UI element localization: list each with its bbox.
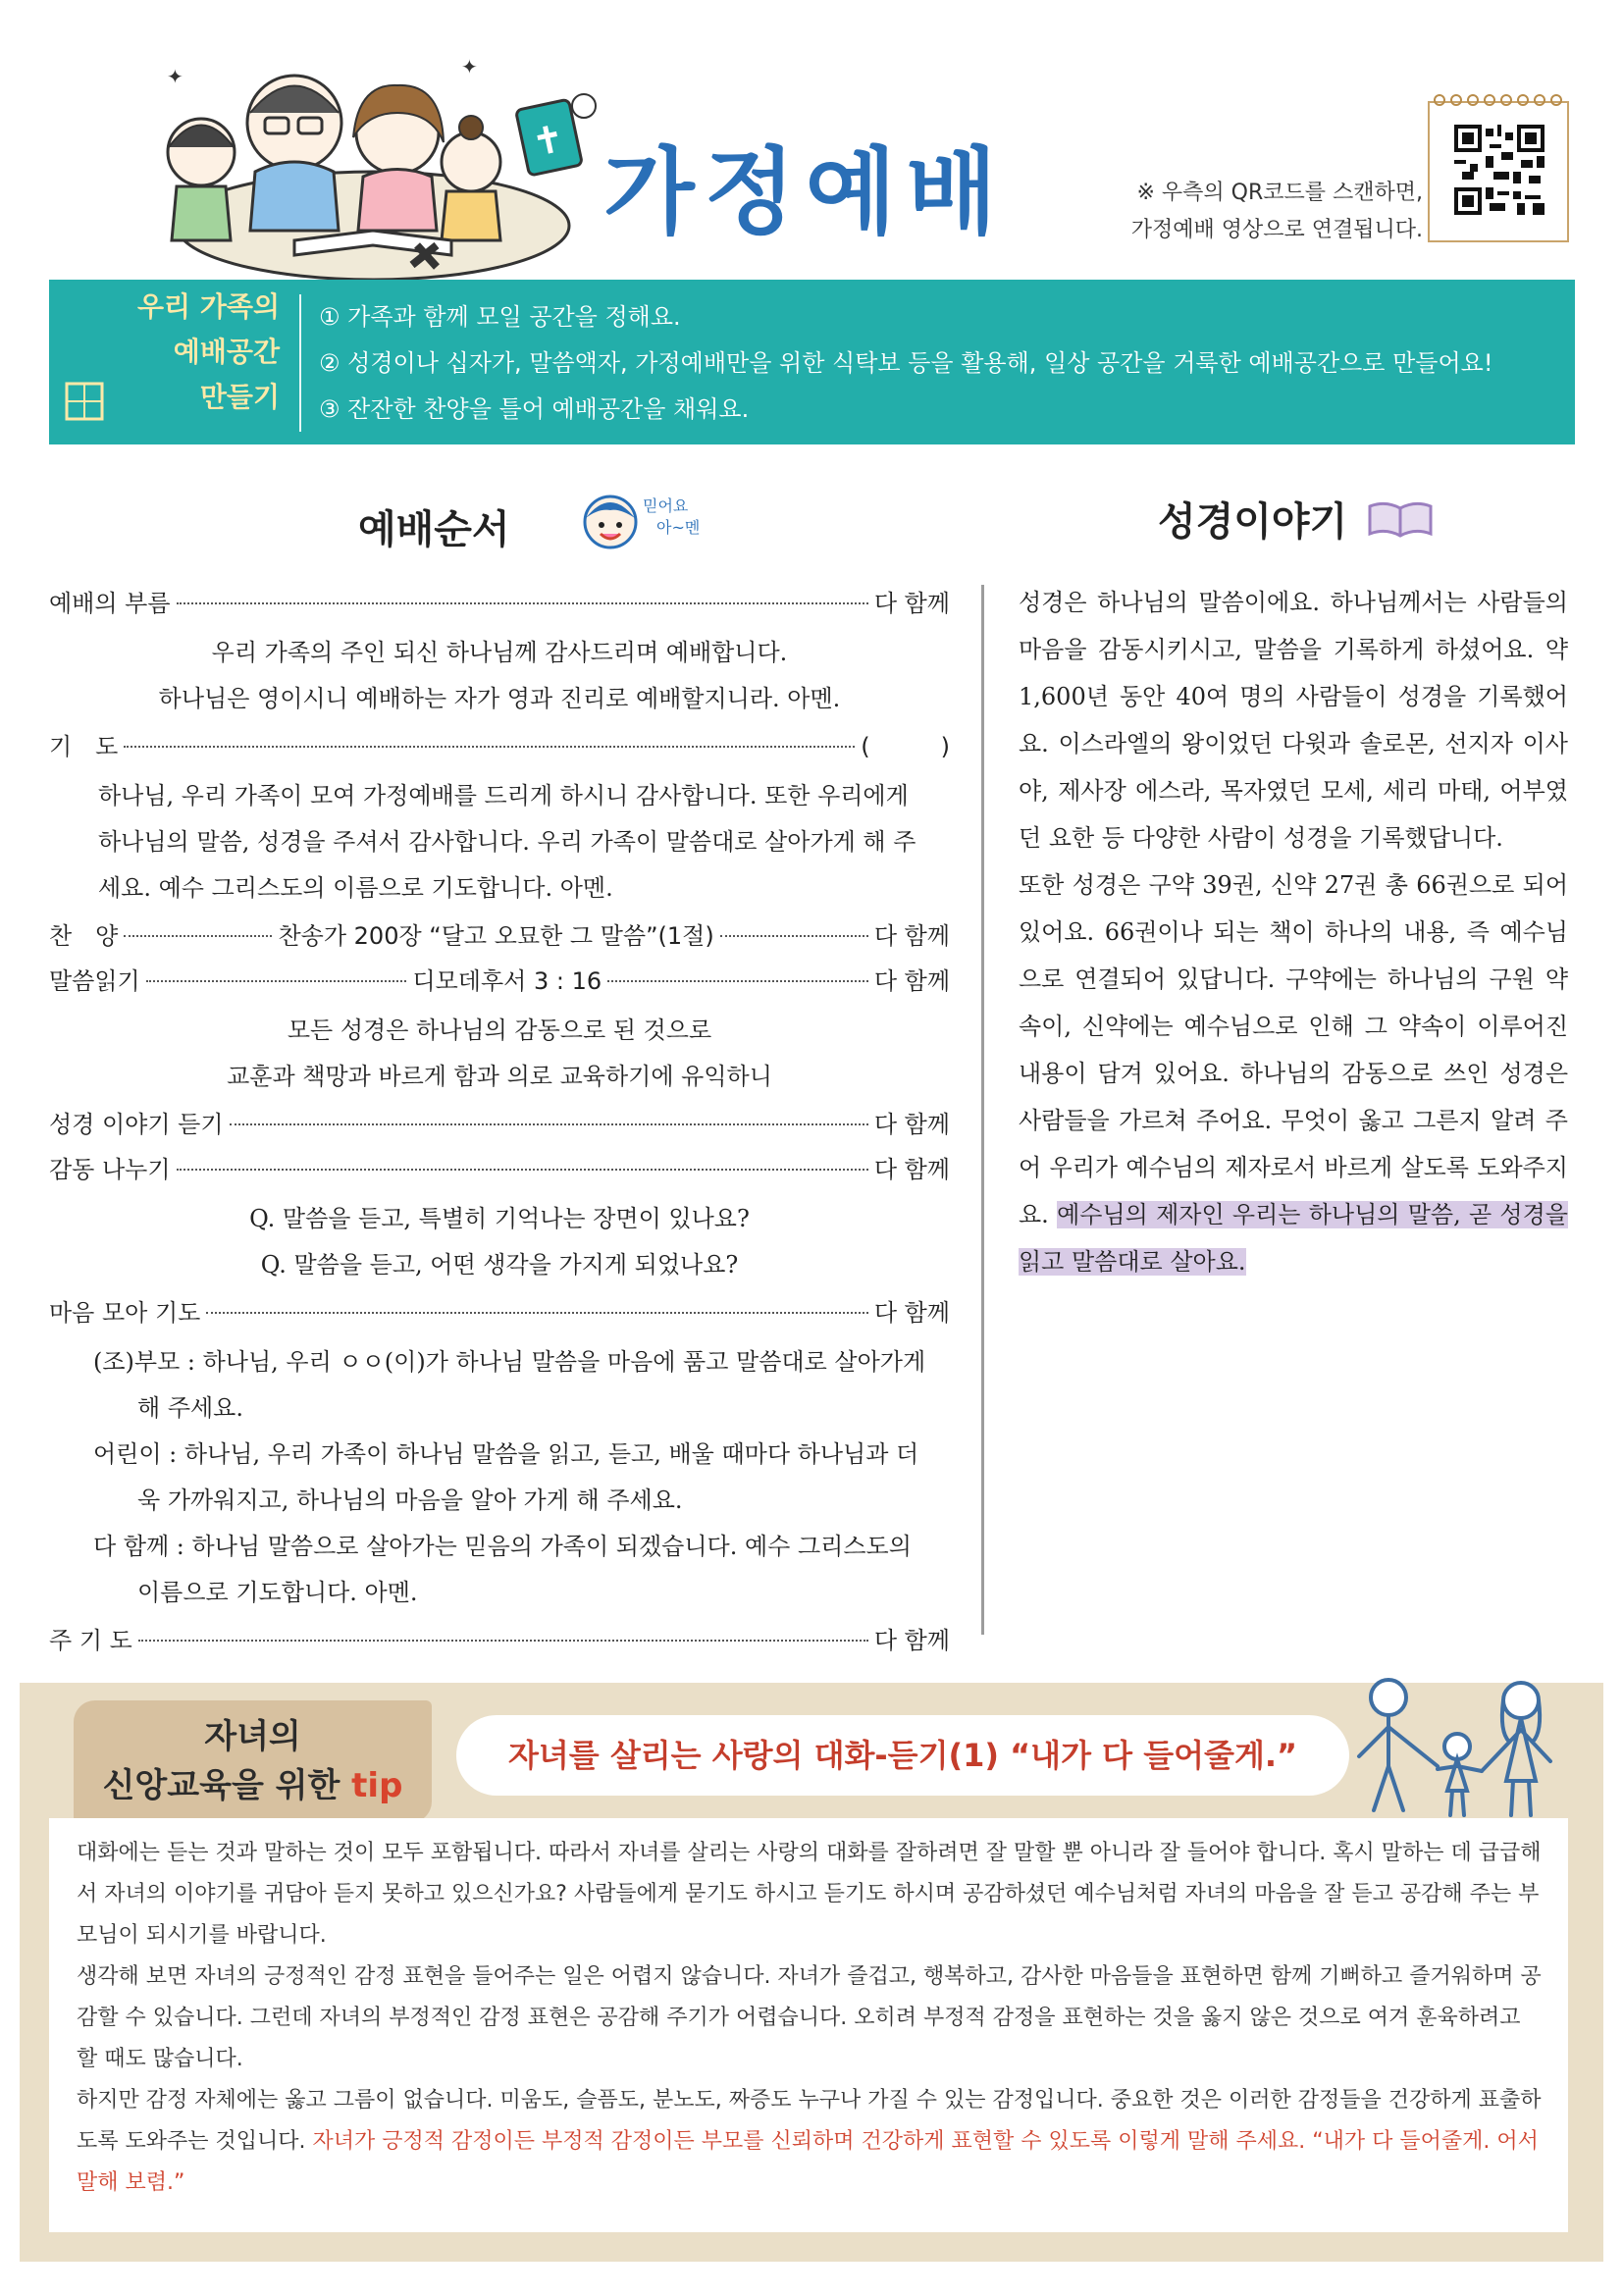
order-story-label: 성경 이야기 듣기: [49, 1111, 224, 1138]
story-paragraph-text: 또한 성경은 구약 39권, 신약 27권 총 66권으로 되어 있어요. 66권이나 되는 책이 하나의 내용, 즉 예수님으로 연결되어 있답니다. 구약에는 하나님의 구원 약속이, 신약에는 예수님으로 인해 그 약속이 이루어진 내용이 담겨 있어요. 하나님의 감동으로 쓰인 성경은 사람들을 가르쳐 주어요. 무엇이 옳고 그른지 알려 주어 우리가 예수님의 제자로서 바르게 살도록 도와주지요.: [1019, 871, 1568, 1228]
story-highlight: 예수님의 제자인 우리는 하나님의 말씀, 곧 성경을 읽고 말씀대로 살아요.: [1019, 1201, 1568, 1276]
dot-leader: [124, 746, 855, 748]
page-title: 가정예배: [603, 137, 1007, 247]
order-call-label: 예배의 부름: [49, 590, 171, 617]
banner-label-line2: 예배공간: [173, 336, 280, 368]
order-row-share: [49, 1151, 950, 1188]
open-book-icon: [1366, 498, 1435, 540]
qr-note-line1: ※ 우측의 QR코드를 스캔하면,: [1136, 181, 1423, 205]
tip-highlight: 자녀가 긍정적 감정이든 부정적 감정이든 부모를 신뢰하며 건강하게 표현할 수 있도록 이렇게 말해 주세요. “내가 다 들어줄게. 어서 말해 보렴.”: [77, 2129, 1539, 2195]
amen-bubble-line2: 아~멘: [656, 518, 701, 537]
order-prayer-who: ( ): [861, 733, 950, 760]
story-paragraph: 성경은 하나님의 말씀이에요. 하나님께서는 사람들의 마음을 감동시키시고, 말씀을 기록하게 하셨어요. 약 1,600년 동안 40여 명의 사람들이 성경을 기록했어요. 이스라엘의 왕이었던 다윗과 솔로몬, 선지자 이사야, 제사장 에스라, 목자였던 모세, 세리 마태, 어부였던 요한 등 다양한 사람이 성경을 기록했답니다.: [1019, 589, 1568, 852]
order-lords-label: 주 기 도: [49, 1627, 132, 1654]
tip-tag-line2: 신앙교육을 위한: [102, 1766, 340, 1805]
order-reading-line1: 모든 성경은 하나님의 감동으로 된 것으로: [287, 1017, 712, 1044]
order-reading-label: 말씀읽기: [49, 967, 140, 995]
tip-headline: 자녀를 살리는 사랑의 대화-듣기(1) “내가 다 들어줄게.”: [456, 1715, 1349, 1796]
dot-leader: [177, 1169, 868, 1171]
tip-tag-line1: 자녀의: [204, 1717, 301, 1756]
spiral-binding-icon: [1430, 93, 1567, 107]
order-call-who: 다 함께: [873, 590, 950, 617]
order-call-line2: 하나님은 영이시니 예배하는 자가 영과 진리로 예배할지니라. 아멘.: [158, 685, 841, 712]
banner-step: ② 성경이나 십자가, 말씀액자, 가정예배만을 위한 식탁보 등을 활용해, 일상 공간을 거룩한 예배공간으로 만들어요!: [319, 349, 1493, 377]
order-row-hymn: [49, 917, 950, 955]
smiling-child-icon: [581, 491, 640, 551]
column-divider: [981, 585, 984, 1635]
bible-icon: [510, 86, 603, 180]
order-row-call: [49, 585, 950, 622]
order-story-who: 다 함께: [873, 1111, 950, 1138]
order-group-child: 어린이 : 하나님, 우리 가족이 하나님 말씀을 읽고, 듣고, 배울 때마다 하나님과 더욱 가까워지고, 하나님의 마음을 알아 가게 해 주세요.: [93, 1440, 919, 1514]
amen-bubble-line1: 믿어요: [643, 496, 689, 515]
dot-leader: [206, 1312, 867, 1314]
story-title: 성경이야기: [1158, 499, 1348, 545]
banner-step: ③ 잔잔한 찬양을 틀어 예배공간을 채워요.: [319, 395, 750, 423]
window-icon: [61, 378, 108, 425]
bible-story: [1019, 579, 1568, 1285]
order-row-story: [49, 1106, 950, 1143]
dot-leader: [607, 980, 868, 982]
order-row-lords: [49, 1622, 950, 1659]
order-reading-line2: 교훈과 책망과 바르게 함과 의로 교육하기에 유익하니: [227, 1063, 772, 1090]
order-group-all: 다 함께 : 하나님 말씀으로 살아가는 믿음의 가족이 되겠습니다. 예수 그리스도의 이름으로 기도합니다. 아멘.: [93, 1533, 912, 1606]
order-group-parent: (조)부모 : 하나님, 우리 ㅇㅇ(이)가 하나님 말씀을 마음에 품고 말씀대로 살아가게 해 주세요.: [93, 1348, 926, 1422]
dot-leader: [720, 935, 868, 937]
order-title: 예배순서: [358, 507, 510, 552]
tip-paragraph: [77, 2080, 1544, 2204]
dot-leader: [124, 935, 272, 937]
tip-text: [77, 1833, 1544, 2204]
order-hymn-title: 찬송가 200장 “달고 오묘한 그 말씀”(1절): [278, 922, 714, 950]
order-hymn-who: 다 함께: [873, 922, 950, 950]
banner-label-line3: 만들기: [199, 381, 280, 413]
order-share-q2: Q. 말씀을 듣고, 어떤 생각을 가지게 되었나요?: [260, 1251, 739, 1278]
banner-steps: [319, 294, 1492, 433]
order-hymn-label: 찬 양: [49, 922, 119, 950]
qr-note-line2: 가정예배 영상으로 연결됩니다.: [1130, 218, 1423, 242]
order-call-line1: 우리 가족의 주인 되신 하나님께 감사드리며 예배합니다.: [211, 639, 788, 666]
order-share-q1: Q. 말씀을 듣고, 특별히 기억나는 장면이 있나요?: [249, 1205, 750, 1232]
tip-paragraph: 생각해 보면 자녀의 긍정적인 감정 표현을 들어주는 일은 어렵지 않습니다. 자녀가 즐겁고, 행복하고, 감사한 마음들을 표현하면 함께 기뻐하고 즐거워하며 공감할 수 있습니다. 그런데 자녀의 부정적인 감정 표현은 공감해 주기가 어렵습니다. 오히려 부정적 감정을 표현하는 것을 옳지 않은 것으로 여겨 훈육하려고 할 때도 많습니다.: [77, 1964, 1542, 2071]
tip-paragraph: 대화에는 듣는 것과 말하는 것이 모두 포함됩니다. 따라서 자녀를 살리는 사랑의 대화를 잘하려면 잘 말할 뿐 아니라 잘 들어야 합니다. 혹시 말하는 데 급급해서 자녀의 이야기를 귀담아 듣지 못하고 있으신가요? 사람들에게 묻기도 하시고 듣기도 하시며 공감하셨던 예수님처럼 자녀의 마음을 잘 듣고 공감해 주는 부모님이 되시기를 바랍니다.: [77, 1841, 1542, 1948]
order-row-reading: [49, 963, 950, 1000]
order-share-who: 다 함께: [873, 1156, 950, 1183]
story-paragraph: [1019, 861, 1568, 1285]
tip-paragraph-text: 하지만 감정 자체에는 옳고 그름이 없습니다. 미움도, 슬픔도, 분노도, 짜증도 누구나 가질 수 있는 감정입니다. 중요한 것은 이러한 감정들을 건강하게 표출하도록 도와주는 것입니다.: [77, 2088, 1542, 2154]
tip-tag-line2-wrap: [74, 1761, 432, 1810]
order-row-group: [49, 1294, 950, 1331]
tip-tag-text: [74, 1712, 432, 1810]
order-lords-who: 다 함께: [873, 1627, 950, 1654]
order-reading-who: 다 함께: [873, 967, 951, 995]
order-group-who: 다 함께: [873, 1299, 950, 1327]
order-row-prayer: [49, 728, 950, 765]
family-holding-hands-illustration: [1344, 1673, 1570, 1820]
banner-divider: [299, 294, 301, 432]
svg-text:✦: ✦: [167, 65, 183, 88]
order-group-label: 마음 모아 기도: [49, 1299, 201, 1327]
banner-label-line1: 우리 가족의: [137, 290, 280, 323]
qr-code-icon: [1454, 125, 1544, 215]
order-reading-ref: 디모데후서 3 : 16: [412, 967, 602, 995]
order-prayer-label: 기 도: [49, 733, 119, 760]
dot-leader: [177, 602, 868, 604]
order-share-label: 감동 나누기: [49, 1156, 171, 1183]
order-prayer-text: 하나님, 우리 가족이 모여 가정예배를 드리게 하시니 감사합니다. 또한 우리에게 하나님의 말씀, 성경을 주셔서 감사합니다. 우리 가족이 말씀대로 살아가게 해 주세요. 예수 그리스도의 이름으로 기도합니다. 아멘.: [98, 782, 916, 902]
qr-code[interactable]: [1428, 101, 1569, 242]
dot-leader: [230, 1123, 868, 1125]
amen-bubble: [643, 496, 700, 539]
dot-leader: [146, 980, 407, 982]
worship-order: [49, 585, 950, 1667]
dot-leader: [138, 1640, 868, 1642]
svg-text:✦: ✦: [461, 55, 478, 78]
tip-tag-tip: tip: [351, 1766, 403, 1805]
banner-step: ① 가족과 함께 모일 공간을 정해요.: [319, 303, 681, 331]
qr-note: [1070, 175, 1423, 249]
